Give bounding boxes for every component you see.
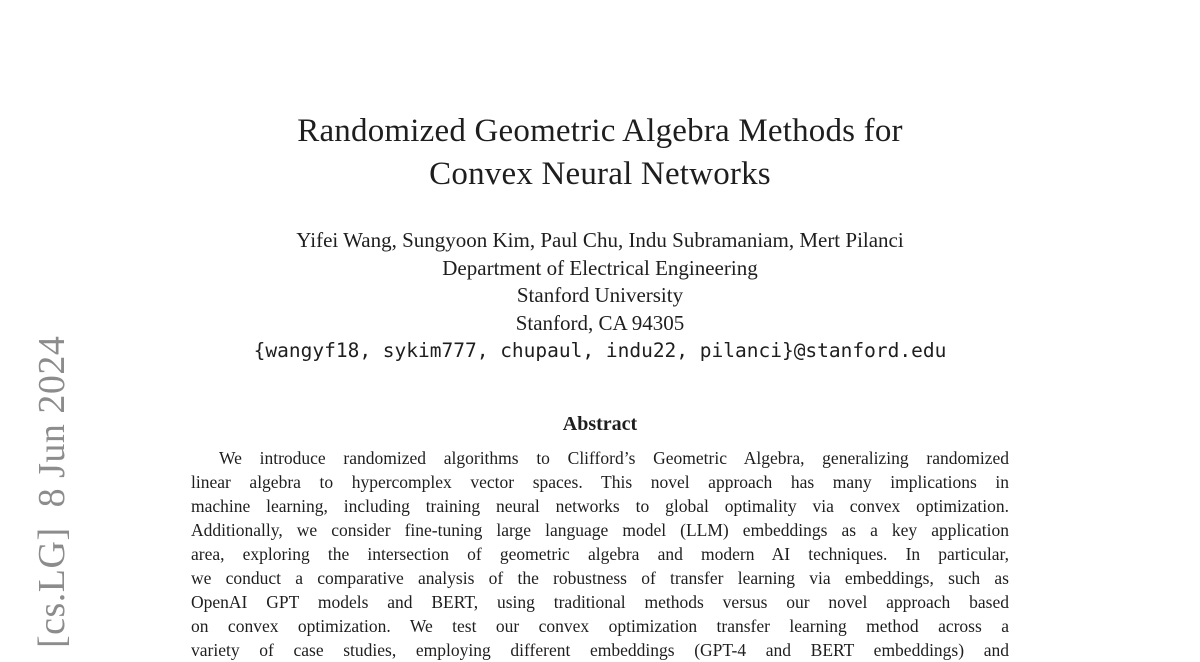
author-university: Stanford University xyxy=(516,283,684,308)
author-department: Department of Electrical Engineering xyxy=(442,255,758,280)
arxiv-watermark: [cs.LG] 8 Jun 2024 xyxy=(31,335,73,648)
abstract-line: Additionally, we consider fine-tuning large language model (LLM) embeddings as a key application xyxy=(191,520,1009,540)
abstract-heading: Abstract xyxy=(562,413,638,435)
abstract-line: machine learning, including training neural networks to global optimality via convex optimization. xyxy=(191,496,1009,516)
author-emails: {wangyf18, sykim777, chupaul, indu22, pilanci}@stanford.edu xyxy=(253,339,947,363)
author-names: Yifei Wang, Sungyoon Kim, Paul Chu, Indu Subramaniam, Mert Pilanci xyxy=(296,228,904,252)
abstract-line: OpenAI GPT models and BERT, using traditional methods versus our novel approach based xyxy=(191,592,1009,612)
abstract-body xyxy=(191,446,1009,662)
abstract-line: area, exploring the intersection of geometric algebra and modern AI techniques. In particular, xyxy=(191,544,1009,564)
abstract-line: We introduce randomized algorithms to Clifford’s Geometric Algebra, generalizing randomized xyxy=(219,448,1009,468)
paper-title-line-1: Randomized Geometric Algebra Methods for xyxy=(297,113,903,149)
abstract-line: on convex optimization. We test our convex optimization transfer learning method across a xyxy=(191,616,1009,636)
paper-title-line-2: Convex Neural Networks xyxy=(429,156,771,192)
paper-title xyxy=(0,110,1200,196)
abstract-line: variety of case studies, employing different embeddings (GPT-4 and BERT embeddings) and xyxy=(191,640,1009,660)
author-address: Stanford, CA 94305 xyxy=(515,310,685,335)
abstract-line: we conduct a comparative analysis of the robustness of transfer learning via embeddings, such as xyxy=(191,568,1009,588)
abstract-line: linear algebra to hypercomplex vector spaces. This novel approach has many implications in xyxy=(191,472,1009,492)
author-block xyxy=(0,227,1200,365)
